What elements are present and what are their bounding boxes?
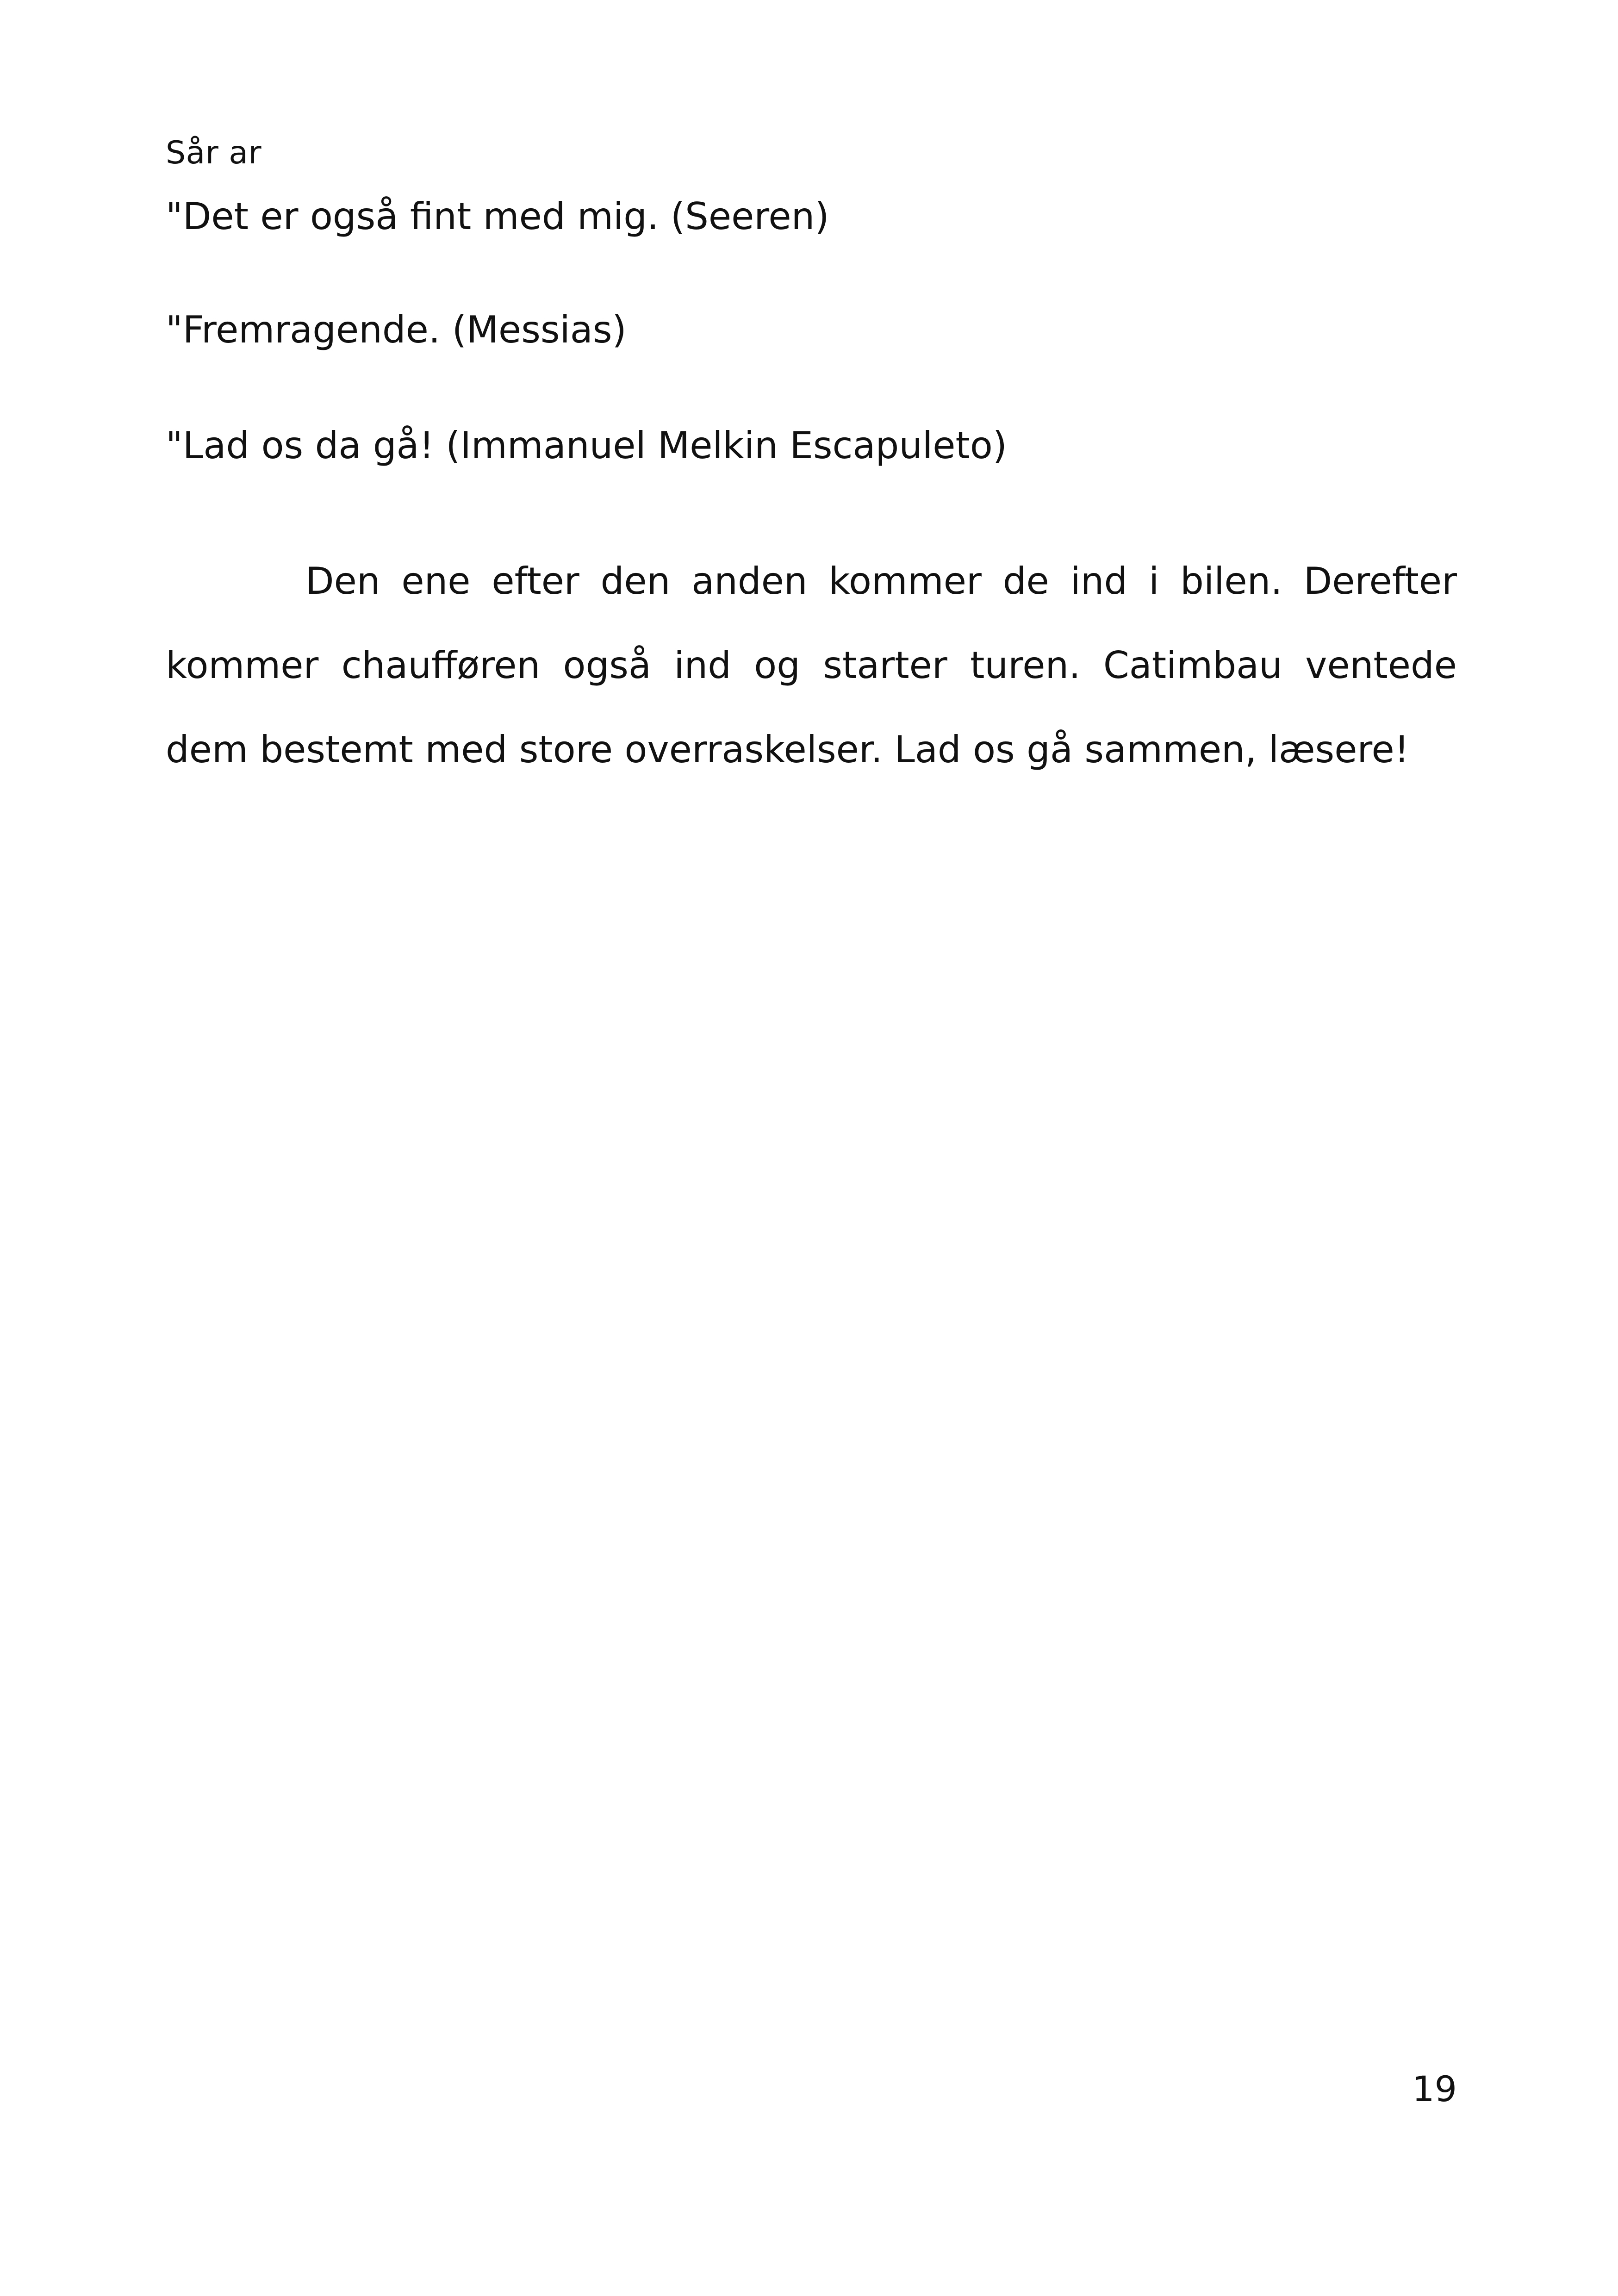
- dialogue-line-messiah: "Fremragende. (Messias): [166, 308, 627, 351]
- header-note: Sår ar: [166, 135, 262, 171]
- dialogue-line-seer: "Det er også fint med mig. (Seeren): [166, 195, 829, 238]
- narrative-paragraph: Den ene efter den anden kommer de ind i bilen. Derefter kommer chaufføren også ind og starter turen. Catimbau ventede dem bestemt med store overraskelser. Lad os gå sammen, læsere!: [166, 560, 1457, 771]
- dialogue-line-immanuel: "Lad os da gå! (Immanuel Melkin Escapuleto): [166, 424, 1008, 467]
- page-number: 19: [1412, 2068, 1457, 2109]
